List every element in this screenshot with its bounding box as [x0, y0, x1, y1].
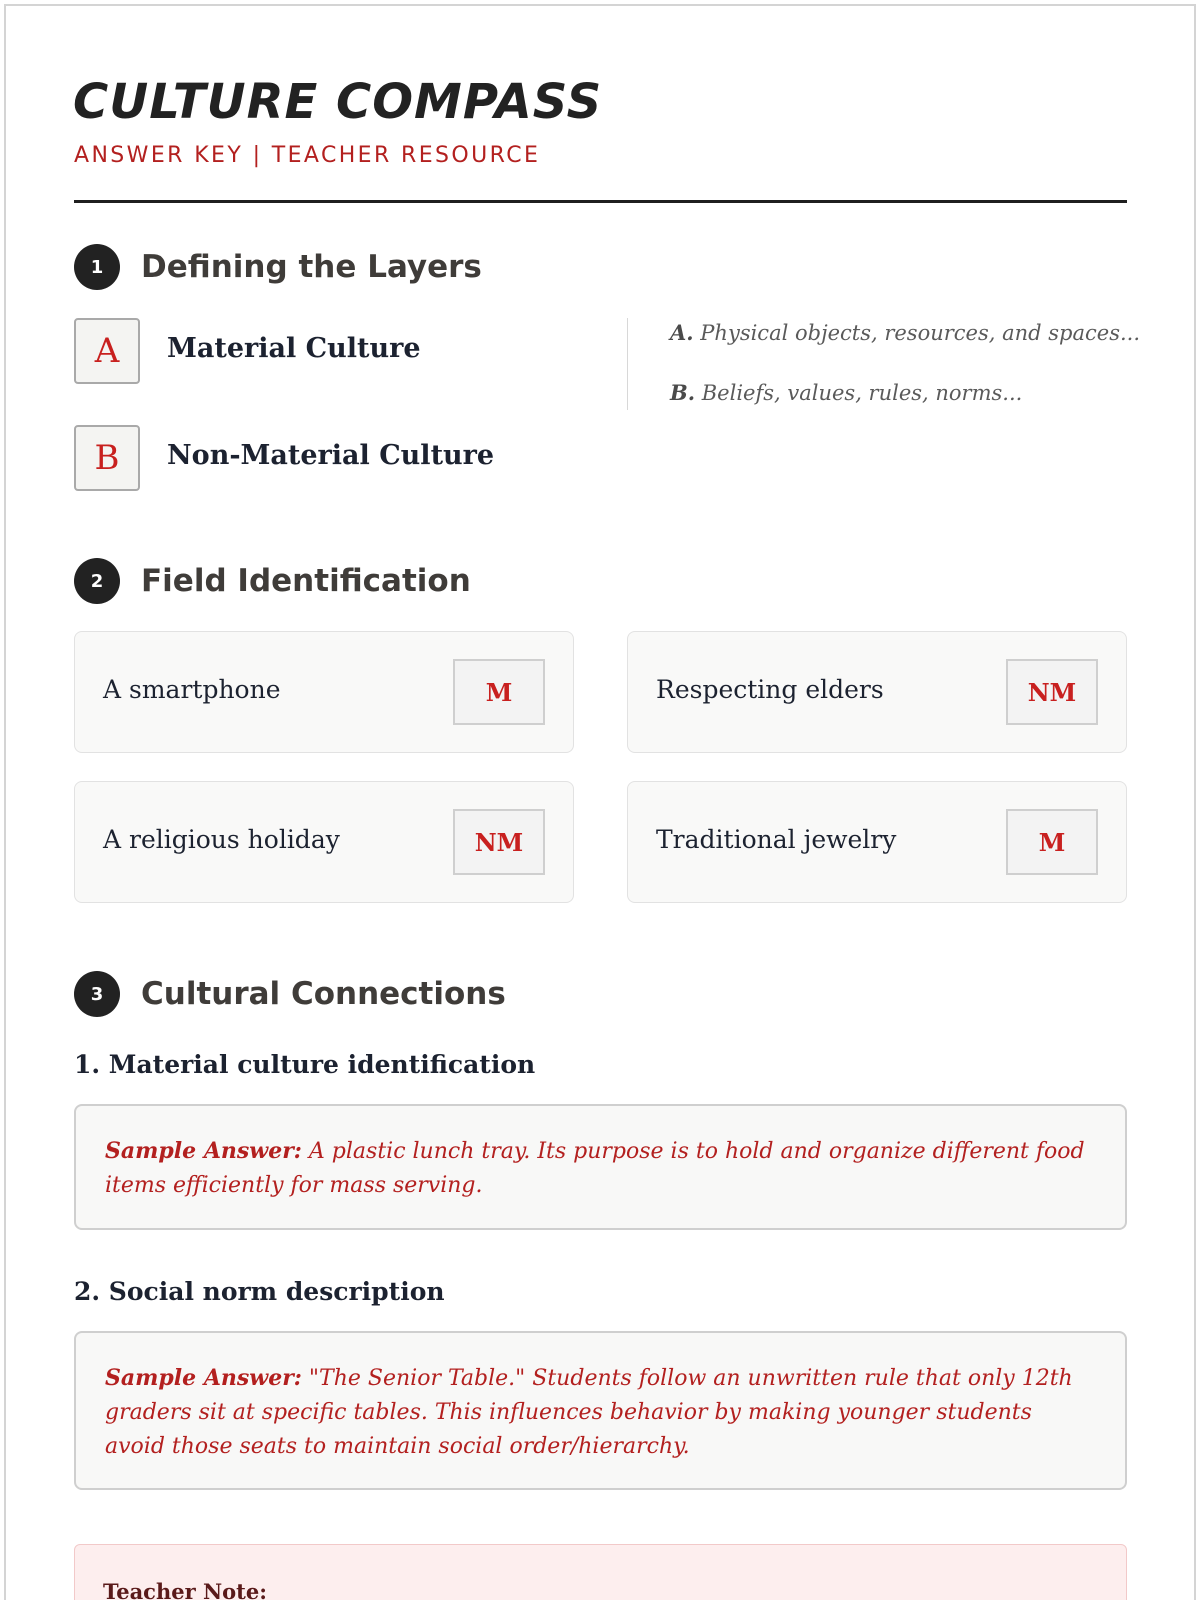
definition-a-letter: A.	[670, 320, 694, 345]
field-card-label: A smartphone	[103, 675, 281, 704]
term-material-culture: Material Culture	[167, 333, 421, 364]
field-card-religious-holiday	[74, 781, 574, 903]
section-2-title: Field Identification	[141, 563, 471, 599]
field-card-label: A religious holiday	[103, 825, 340, 854]
field-card-respecting-elders	[627, 631, 1127, 753]
field-card-label: Traditional jewelry	[656, 825, 897, 854]
field-card-answer-box[interactable]: M	[453, 659, 545, 725]
section-2-number-badge: 2	[74, 558, 120, 604]
section-2-header	[74, 557, 471, 605]
term-non-material-culture: Non-Material Culture	[167, 440, 495, 471]
sample-answer-text: A plastic lunch tray. Its purpose is to hold and organize different food items efficiently for mass serving.	[105, 1139, 1085, 1198]
sample-answer-lead: Sample Answer:	[105, 1138, 302, 1164]
sample-answer-text: "The Senior Table." Students follow an unwritten rule that only 12th graders sit at specific tables. This influences behavior by making younger students avoid those seats to maintain social order/hierarchy.	[105, 1366, 1073, 1459]
section-3-number-badge: 3	[74, 971, 120, 1017]
question-2-answer-box[interactable]	[74, 1331, 1127, 1490]
page-title: CULTURE COMPASS	[73, 74, 603, 130]
field-card-smartphone	[74, 631, 574, 753]
definition-b-letter: B.	[670, 380, 696, 405]
question-1-answer-box[interactable]	[74, 1104, 1127, 1230]
header-divider	[74, 200, 1127, 203]
term-letter-a: A	[74, 318, 140, 384]
field-card-answer-box[interactable]: M	[1006, 809, 1098, 875]
section-3-header	[74, 970, 506, 1018]
definition-b	[670, 380, 1022, 405]
question-2-label: 2. Social norm description	[74, 1277, 445, 1306]
definitions-divider	[627, 318, 628, 410]
page-subtitle: ANSWER KEY | TEACHER RESOURCE	[74, 143, 541, 168]
section-1-title: Defining the Layers	[141, 249, 482, 285]
question-1-label: 1. Material culture identification	[74, 1050, 536, 1079]
teacher-note-box	[74, 1544, 1127, 1600]
definition-a	[670, 320, 1140, 345]
teacher-note-title: Teacher Note:	[103, 1579, 267, 1600]
section-3-title: Cultural Connections	[141, 976, 506, 1012]
definition-b-text: Beliefs, values, rules, norms...	[701, 381, 1023, 405]
section-1-header	[74, 243, 482, 291]
definition-a-text: Physical objects, resources, and spaces...	[700, 321, 1140, 345]
field-card-answer-box[interactable]: NM	[453, 809, 545, 875]
section-1-number-badge: 1	[74, 244, 120, 290]
field-card-traditional-jewelry	[627, 781, 1127, 903]
sample-answer-lead: Sample Answer:	[105, 1365, 302, 1391]
field-card-label: Respecting elders	[656, 675, 884, 704]
field-card-answer-box[interactable]: NM	[1006, 659, 1098, 725]
term-letter-b: B	[74, 425, 140, 491]
